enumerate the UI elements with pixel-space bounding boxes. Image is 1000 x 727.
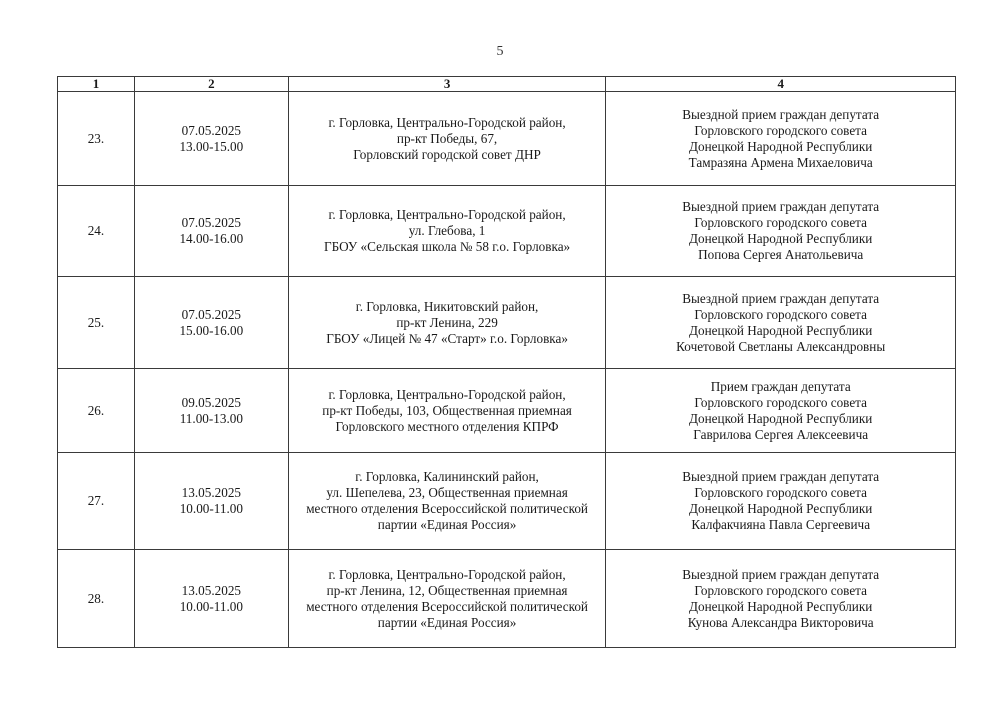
- header-col-4: 4: [606, 77, 956, 92]
- header-col-1: 1: [58, 77, 135, 92]
- place-cell: [288, 186, 606, 277]
- event-time: 13.00-15.00: [179, 138, 244, 154]
- date-time-cell: [134, 277, 288, 369]
- table-row: [58, 369, 956, 453]
- event-date: 09.05.2025: [181, 394, 241, 410]
- place-line: пр-кт Ленина, 12, Общественная приемная: [326, 582, 568, 598]
- table-row: [58, 453, 956, 550]
- row-number: 27.: [58, 453, 135, 550]
- place-line: г. Горловка, Центрально-Городской район,: [328, 566, 566, 582]
- place-line: пр-кт Ленина, 229: [396, 314, 498, 330]
- event-line: Донецкой Народной Республики: [689, 138, 873, 154]
- place-line: партии «Единая Россия»: [377, 517, 517, 532]
- event-date: 13.05.2025: [181, 582, 241, 598]
- place-cell: [288, 369, 606, 453]
- event-date: 07.05.2025: [181, 306, 241, 322]
- event-line: Кочетовой Светланы Александровны: [676, 338, 886, 354]
- place-line: пр-кт Победы, 103, Общественная приемная: [322, 402, 572, 418]
- place-line: местного отделения Всероссийской политической: [306, 598, 588, 614]
- event-line: Прием граждан депутата: [710, 378, 851, 394]
- schedule-table: [57, 76, 956, 648]
- event-line: Гаврилова Сергея Алексеевича: [693, 426, 869, 442]
- event-cell: [606, 369, 956, 453]
- event-time: 11.00-13.00: [179, 410, 243, 426]
- event-line: Тамразяна Армена Михаеловича: [688, 154, 873, 170]
- row-number: 23.: [58, 92, 135, 186]
- header-col-3: 3: [288, 77, 606, 92]
- event-line: Донецкой Народной Республики: [689, 322, 873, 338]
- event-line: Горловского городского совета: [694, 306, 867, 322]
- row-number: 25.: [58, 277, 135, 369]
- place-line: г. Горловка, Центрально-Городской район,: [328, 114, 566, 130]
- event-line: Кунова Александра Викторовича: [687, 614, 874, 630]
- event-line: Донецкой Народной Республики: [689, 410, 873, 426]
- page-number: 5: [496, 44, 504, 59]
- place-line: Горловского местного отделения КПРФ: [335, 418, 559, 434]
- place-line: ул. Шепелева, 23, Общественная приемная: [326, 485, 568, 500]
- place-line: местного отделения Всероссийской политической: [306, 501, 588, 516]
- event-line: Выездной прием граждан депутата: [682, 469, 880, 484]
- event-cell: [606, 453, 956, 550]
- place-line: Горловский городской совет ДНР: [353, 146, 541, 162]
- event-cell: [606, 92, 956, 186]
- event-line: Донецкой Народной Республики: [689, 231, 873, 246]
- place-cell: [288, 453, 606, 550]
- place-line: г. Горловка, Калининский район,: [355, 469, 539, 484]
- event-date: 13.05.2025: [181, 485, 241, 500]
- event-date: 07.05.2025: [181, 122, 241, 138]
- place-cell: [288, 550, 606, 648]
- event-line: Донецкой Народной Республики: [689, 598, 873, 614]
- event-time: 15.00-16.00: [179, 322, 244, 338]
- date-time-cell: [134, 92, 288, 186]
- event-line: Горловского городского совета: [694, 582, 867, 598]
- date-time-cell: [134, 369, 288, 453]
- event-time: 10.00-11.00: [179, 598, 243, 614]
- table-row: [58, 186, 956, 277]
- table-row: [58, 550, 956, 648]
- table-row: [58, 92, 956, 186]
- date-time-cell: [134, 453, 288, 550]
- event-line: Горловского городского совета: [694, 394, 867, 410]
- place-cell: [288, 277, 606, 369]
- place-line: пр-кт Победы, 67,: [396, 130, 498, 146]
- table-header-row: [58, 77, 956, 92]
- place-line: г. Горловка, Центрально-Городской район,: [328, 207, 566, 222]
- event-line: Выездной прием граждан депутата: [682, 566, 880, 582]
- place-line: партии «Единая Россия»: [377, 614, 517, 630]
- event-line: Попова Сергея Анатольевича: [698, 247, 864, 262]
- place-line: ГБОУ «Сельская школа № 58 г.о. Горловка»: [324, 239, 571, 254]
- date-time-cell: [134, 550, 288, 648]
- event-time: 14.00-16.00: [179, 231, 244, 246]
- place-line: ГБОУ «Лицей № 47 «Старт» г.о. Горловка»: [326, 330, 568, 346]
- row-number: 24.: [58, 186, 135, 277]
- event-line: Горловского городского совета: [694, 122, 867, 138]
- event-line: Выездной прием граждан депутата: [682, 106, 880, 122]
- event-cell: [606, 550, 956, 648]
- event-line: Горловского городского совета: [694, 215, 867, 230]
- header-col-2: 2: [134, 77, 288, 92]
- table-row: [58, 277, 956, 369]
- row-number: 28.: [58, 550, 135, 648]
- place-line: ул. Глебова, 1: [408, 223, 486, 238]
- event-time: 10.00-11.00: [179, 501, 243, 516]
- event-line: Калфакчияна Павла Сергеевича: [691, 517, 871, 532]
- event-date: 07.05.2025: [181, 215, 241, 230]
- row-number: 26.: [58, 369, 135, 453]
- event-cell: [606, 277, 956, 369]
- date-time-cell: [134, 186, 288, 277]
- place-cell: [288, 92, 606, 186]
- place-line: г. Горловка, Центрально-Городской район,: [328, 386, 566, 402]
- event-line: Выездной прием граждан депутата: [682, 199, 880, 214]
- place-line: г. Горловка, Никитовский район,: [355, 298, 539, 314]
- event-line: Горловского городского совета: [694, 485, 867, 500]
- event-line: Выездной прием граждан депутата: [682, 290, 880, 306]
- event-line: Донецкой Народной Республики: [689, 501, 873, 516]
- event-cell: [606, 186, 956, 277]
